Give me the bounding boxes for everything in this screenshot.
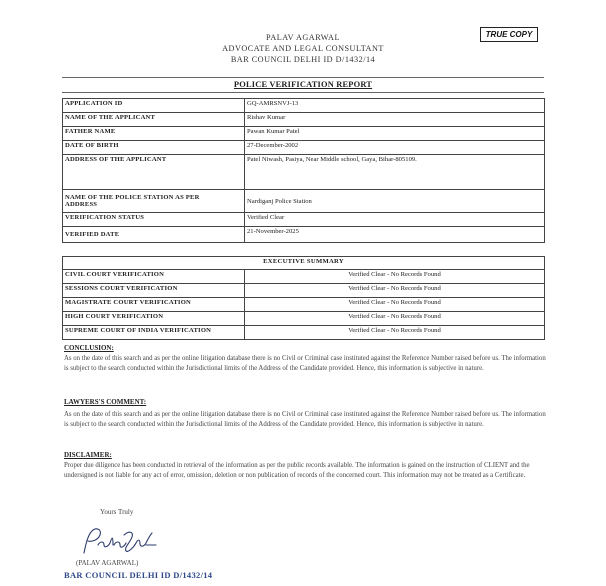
conclusion-title: CONCLUSION: xyxy=(64,344,114,352)
executive-summary-heading: EXECUTIVE SUMMARY xyxy=(63,257,545,270)
table-row xyxy=(63,190,545,213)
report-title: POLICE VERIFICATION REPORT xyxy=(233,80,373,89)
table-row xyxy=(63,113,545,127)
disclaimer-title: DISCLAIMER: xyxy=(64,451,112,459)
verified-date-label: VERIFIED DATE xyxy=(63,227,245,243)
letterhead xyxy=(0,32,606,65)
closing-salutation: Yours Truly xyxy=(100,508,134,516)
table-row xyxy=(63,270,545,284)
table-row xyxy=(63,284,545,298)
sessions-court-label: SESSIONS COURT VERIFICATION xyxy=(63,284,245,298)
table-row xyxy=(63,227,545,243)
table-row xyxy=(63,155,545,190)
police-station-value: Nardiganj Police Station xyxy=(245,190,545,213)
table-row xyxy=(63,213,545,227)
conclusion-text: As on the date of this search and as per the online litigation database there is no Civil or Criminal case instituted against the Reference Number raised before us. The information is subject to the search conducted within the Jurisdictional limits of the Address of the Candidate provided. Hence, this information is subjective in nature. xyxy=(64,355,546,372)
signer-council-id: BAR COUNCIL DELHI ID D/1432/14 xyxy=(64,570,213,580)
title-rule-bottom xyxy=(62,92,544,93)
lawyers-comment-text: As on the date of this search and as per the online litigation database there is no Civil or Criminal case instituted against the Reference Number raised before us. The information is subject to the search conducted within the Jurisdictional limits of the Address of the Candidate provided. Hence, this information is subjective in nature. xyxy=(64,411,546,428)
table-row xyxy=(63,312,545,326)
lawyers-comment-title: LAWYERS'S COMMENT: xyxy=(64,398,147,406)
executive-summary-table xyxy=(62,256,545,340)
disclaimer-text: Proper due diligence has been conducted in retrieval of the information as per the public records available. The information is gained on the instruction of CLIENT and the undersigned is not liable for any act of error, omission, deletion or non publication of records of the concerned court. This information may not be treated as a Certificate. xyxy=(64,462,530,479)
table-row xyxy=(63,257,545,270)
applicant-name-label: NAME OF THE APPLICANT xyxy=(63,113,245,127)
civil-court-value: Verified Clear - No Records Found xyxy=(245,270,545,284)
signer-name: (PALAV AGARWAL) xyxy=(76,559,139,567)
father-name-value: Pawan Kumar Patel xyxy=(245,127,545,141)
table-row xyxy=(63,298,545,312)
applicant-details-table xyxy=(62,98,545,243)
applicant-name-value: Rishav Kumar xyxy=(245,113,545,127)
high-court-value: Verified Clear - No Records Found xyxy=(245,312,545,326)
application-id-value: GQ-AMRSNVJ-13 xyxy=(245,99,545,113)
high-court-label: HIGH COURT VERIFICATION xyxy=(63,312,245,326)
civil-court-label: CIVIL COURT VERIFICATION xyxy=(63,270,245,284)
father-name-label: FATHER NAME xyxy=(63,127,245,141)
sessions-court-value: Verified Clear - No Records Found xyxy=(245,284,545,298)
magistrate-court-value: Verified Clear - No Records Found xyxy=(245,298,545,312)
dob-label: DATE OF BIRTH xyxy=(63,141,245,155)
address-value: Patel Niwash, Pasiya, Near Middle school, Gaya, Bihar-805109. xyxy=(245,155,545,190)
true-copy-stamp: TRUE COPY xyxy=(480,27,538,42)
verification-status-label: VERIFICATION STATUS xyxy=(63,213,245,227)
table-row xyxy=(63,127,545,141)
police-station-label xyxy=(63,190,245,213)
letterhead-designation: ADVOCATE AND LEGAL CONSULTANT xyxy=(222,44,384,53)
title-rule-top xyxy=(62,77,544,78)
table-row xyxy=(63,141,545,155)
application-id-label: APPLICATION ID xyxy=(63,99,245,113)
letterhead-council-id: BAR COUNCIL DELHI ID D/1432/14 xyxy=(230,55,376,64)
verified-date-value: 21-November-2025 xyxy=(245,227,545,243)
verification-status-value: Verified Clear xyxy=(245,213,545,227)
magistrate-court-label: MAGISTRATE COURT VERIFICATION xyxy=(63,298,245,312)
signature-stroke xyxy=(84,529,156,553)
table-row xyxy=(63,99,545,113)
police-station-label-line-1: NAME OF THE POLICE STATION AS PER xyxy=(65,194,200,201)
address-label: ADDRESS OF THE APPLICANT xyxy=(63,155,245,190)
supreme-court-label: SUPREME COURT OF INDIA VERIFICATION xyxy=(63,326,245,340)
letterhead-name: PALAV AGARWAL xyxy=(266,33,340,42)
table-row xyxy=(63,326,545,340)
dob-value: 27-December-2002 xyxy=(245,141,545,155)
signature xyxy=(80,525,160,559)
supreme-court-value: Verified Clear - No Records Found xyxy=(245,326,545,340)
police-station-label-line-2: ADDRESS xyxy=(65,201,98,208)
